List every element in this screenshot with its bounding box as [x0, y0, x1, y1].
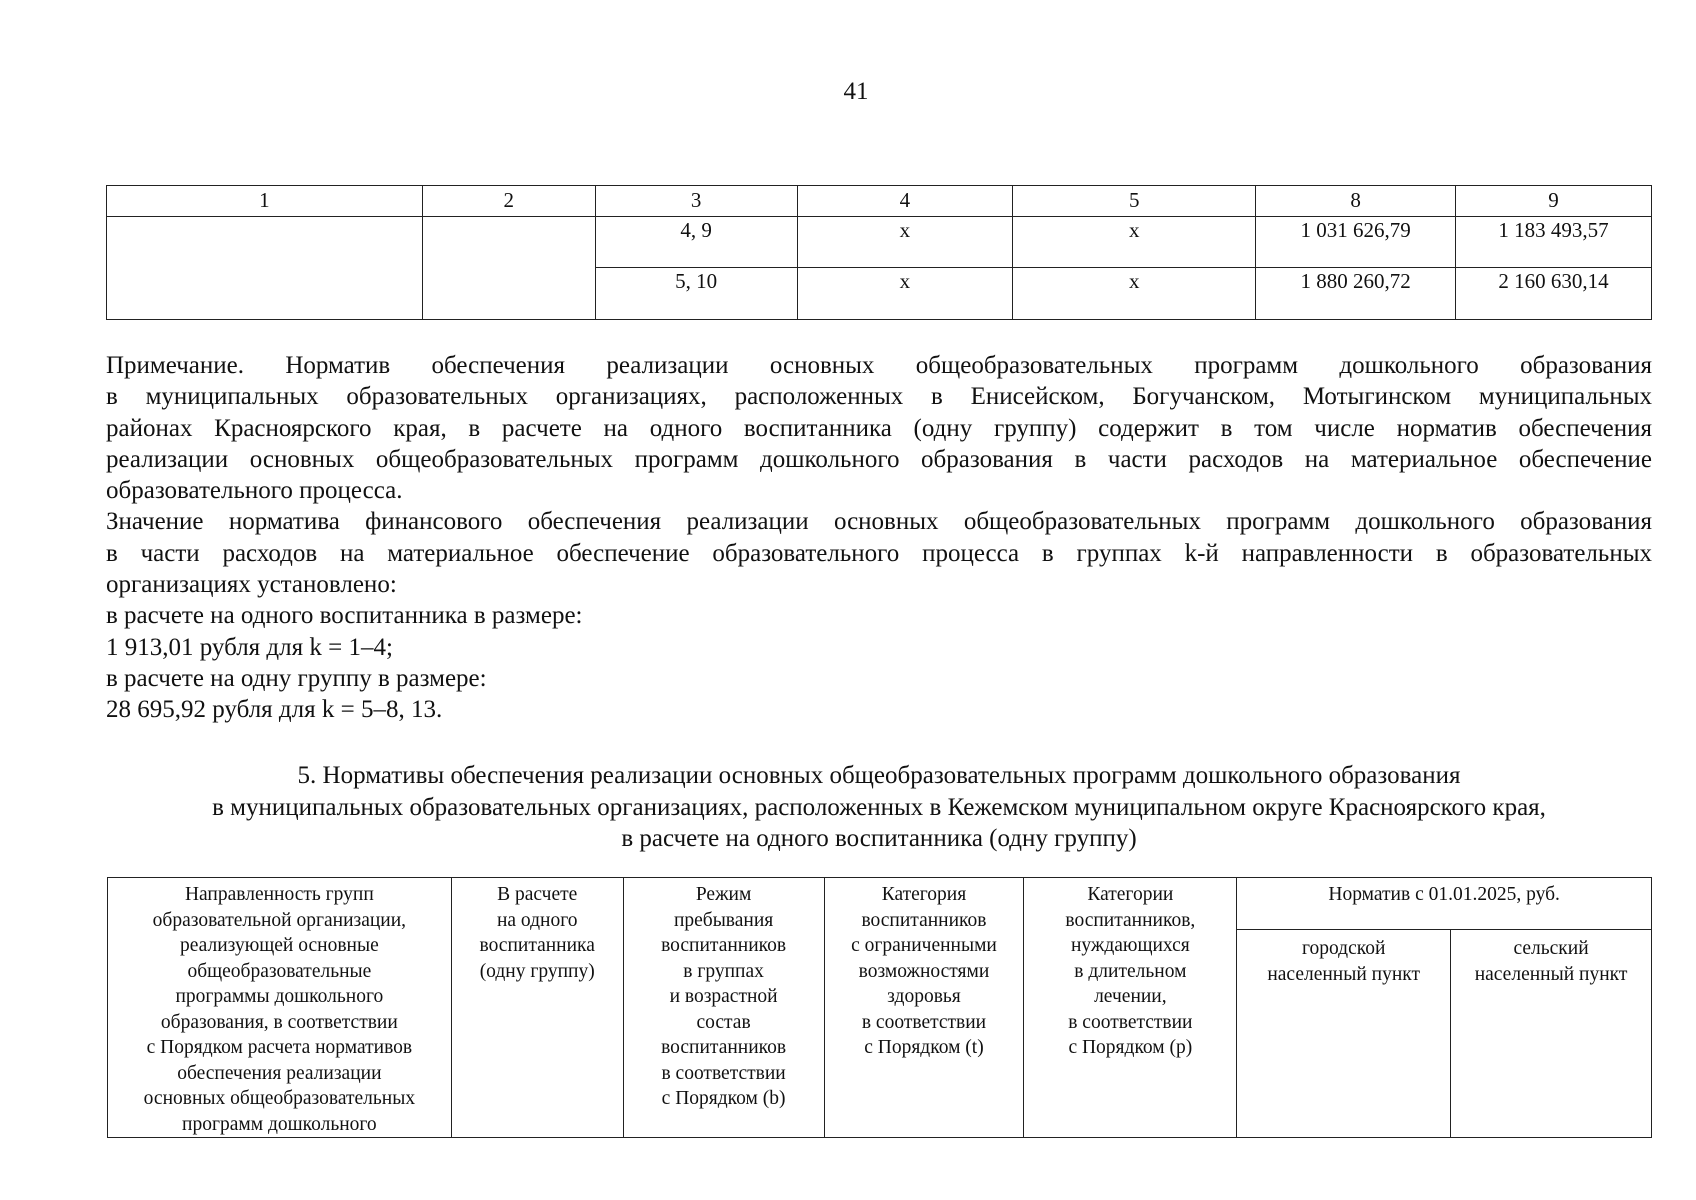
- note-line: организациях установлено:: [106, 571, 397, 599]
- header-norm: Норматив с 01.01.2025, руб.: [1237, 878, 1652, 930]
- table-cell: x: [797, 217, 1013, 268]
- continuation-table: [106, 185, 1652, 320]
- page-number: 41: [843, 78, 869, 105]
- table-cell: 1 880 260,72: [1256, 268, 1456, 320]
- note-line: Примечание. Норматив обеспечения реализации основных общеобразовательных программ дошкольного образования: [106, 352, 1652, 379]
- header-group-direction: Направленность групп образовательной организации, реализующей основные общеобразовательные программы дошкольного образования, в соответствии с Порядком расчета нормативов обеспечения реализации основных общеобразовательных программ дошкольного: [108, 878, 452, 1138]
- table-cell: 4, 9: [595, 217, 797, 268]
- note-line: в муниципальных образовательных организациях, расположенных в Енисейском, Богучанском, Мотыгинском муниципальных: [106, 383, 1652, 411]
- note-line: в расчете на одного воспитанника в размере:: [106, 602, 583, 630]
- header-regime: Режим пребывания воспитанников в группах и возрастной состав воспитанников в соответствии с Порядком (b): [623, 878, 824, 1138]
- section-title-line: в расчете на одного воспитанника (одну группу): [621, 825, 1137, 852]
- column-number: 9: [1456, 186, 1652, 217]
- column-number: 8: [1256, 186, 1456, 217]
- note-block: [106, 350, 1652, 726]
- header-urban: городской населенный пункт: [1237, 930, 1451, 1138]
- column-number: 2: [422, 186, 595, 217]
- table-header-row: [108, 878, 1652, 930]
- note-line: Значение норматива финансового обеспечения реализации основных общеобразовательных программ дошкольного образования: [106, 508, 1652, 536]
- table-cell: x: [797, 268, 1013, 320]
- table-row: [107, 217, 1652, 268]
- table-cell: 1 183 493,57: [1456, 217, 1652, 268]
- note-line: 1 913,01 рубля для k = 1–4;: [106, 633, 393, 661]
- note-line: в расчете на одну группу в размере:: [106, 664, 487, 692]
- header-per-pupil: В расчете на одного воспитанника (одну группу): [451, 878, 623, 1138]
- column-number: 1: [107, 186, 423, 217]
- section-title: [106, 760, 1652, 855]
- table-cell: x: [1013, 217, 1256, 268]
- table-cell: [107, 217, 423, 320]
- note-line: образовательного процесса.: [106, 477, 403, 505]
- table-cell: x: [1013, 268, 1256, 320]
- section-title-line: в муниципальных образовательных организациях, расположенных в Кежемском муниципальном округе Красноярского края,: [212, 793, 1546, 821]
- header-rural: сельский населенный пункт: [1451, 930, 1652, 1138]
- header-category-treatment: Категории воспитанников, нуждающихся в длительном лечении, в соответствии с Порядком (p): [1024, 878, 1237, 1138]
- note-line: 28 695,92 рубля для k = 5–8, 13.: [106, 696, 443, 724]
- section-title-line: 5. Нормативы обеспечения реализации основных общеобразовательных программ дошкольного образования: [297, 762, 1461, 789]
- table-cell: 1 031 626,79: [1256, 217, 1456, 268]
- norms-table: [107, 877, 1652, 1138]
- table-cell: 2 160 630,14: [1456, 268, 1652, 320]
- table-header-row: [107, 186, 1652, 217]
- column-number: 3: [595, 186, 797, 217]
- note-line: районах Красноярского края, в расчете на одного воспитанника (одну группу) содержит в том числе норматив обеспечения: [106, 414, 1652, 442]
- note-line: реализации основных общеобразовательных программ дошкольного образования в части расходов на материальное обеспечение: [106, 445, 1652, 473]
- column-number: 5: [1013, 186, 1256, 217]
- note-line: в части расходов на материальное обеспечение образовательного процесса в группах k-й направленности в образовательных: [106, 539, 1652, 567]
- header-category-health: Категория воспитанников с ограниченными возможностями здоровья в соответствии с Порядком (t): [824, 878, 1024, 1138]
- column-number: 4: [797, 186, 1013, 217]
- table-cell: [422, 217, 595, 320]
- table-cell: 5, 10: [595, 268, 797, 320]
